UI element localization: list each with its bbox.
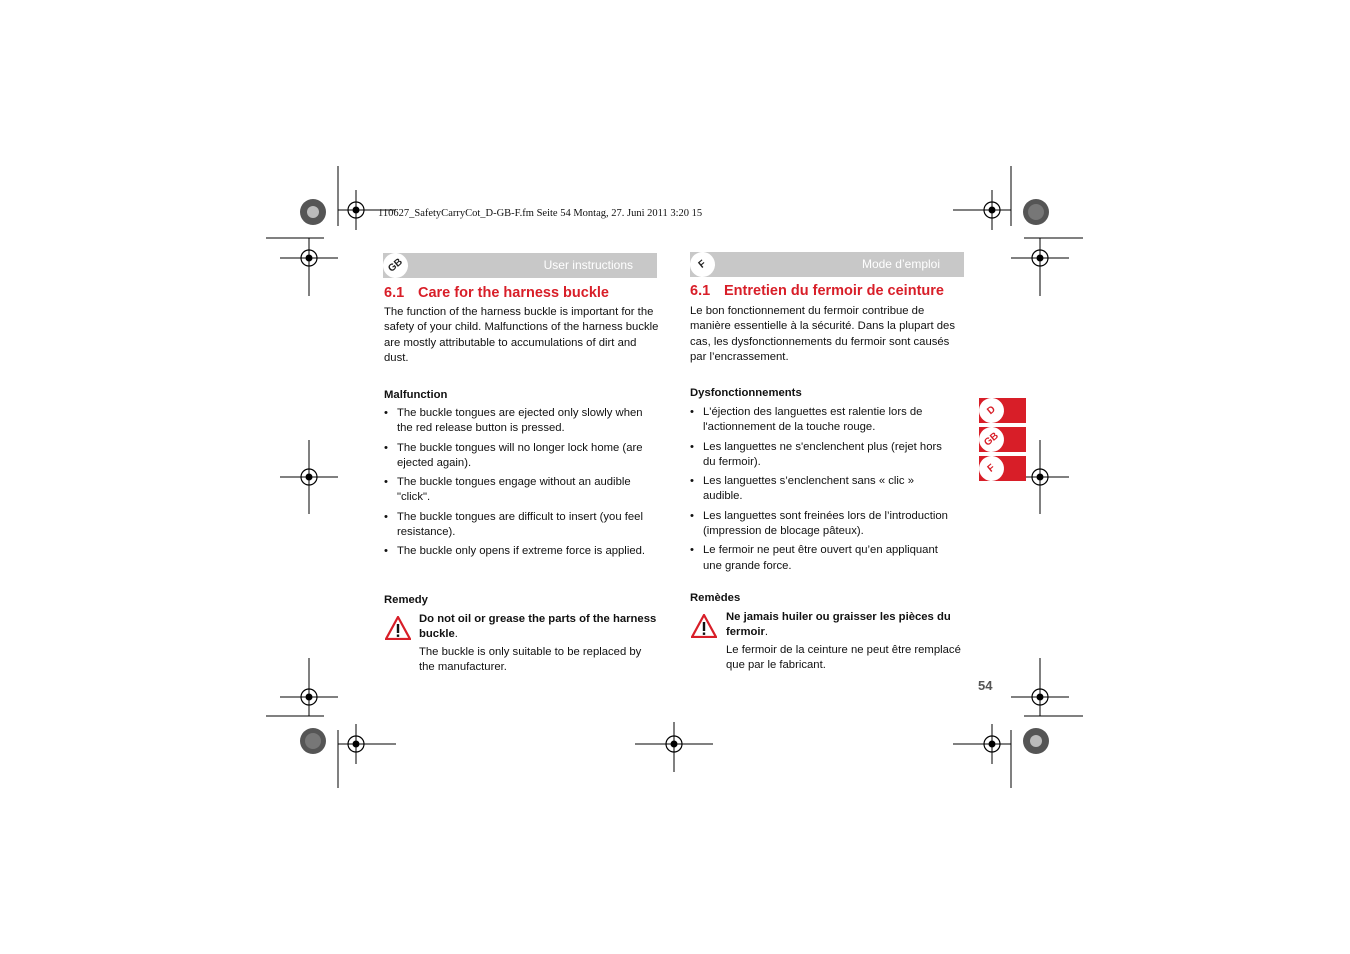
warning-bold: Ne jamais huiler ou graisser les pièces du fermoir xyxy=(726,611,951,639)
language-tab-d xyxy=(979,398,1026,423)
warning-note-f: Le fermoir de la ceinture ne peut être remplacé que par le fabricant. xyxy=(726,644,961,672)
list-item: • The buckle tongues engage without an audible "click". xyxy=(384,475,649,506)
list-item: • The buckle tongues are difficult to insert (you feel resistance). xyxy=(384,510,649,541)
list-item: • Les languettes ne s'enclenchent plus (rejet hors du fermoir). xyxy=(690,440,955,471)
remedy-heading-f: Remèdes xyxy=(690,592,741,604)
list-item: • Les languettes sont freinées lors de l’introduction (impression de blocage pâteux). xyxy=(690,509,955,540)
file-header: 110627_SafetyCarryCot_D-GB-F.fm Seite 54 Montag, 27. Juni 2011 3:20 15 xyxy=(378,208,703,219)
bar-title-f: Mode d’emploi xyxy=(861,257,940,271)
language-tab-label: GB xyxy=(974,422,1009,457)
section-heading-gb xyxy=(384,285,609,301)
warning-note-gb: The buckle is only suitable to be replaced by the manufacturer. xyxy=(419,646,642,674)
malfunction-heading-f: Dysfonctionnements xyxy=(690,387,802,399)
language-tab-label: F xyxy=(974,451,1009,486)
remedy-heading-gb: Remedy xyxy=(384,594,428,606)
malfunction-list-f xyxy=(690,405,955,578)
section-heading-f xyxy=(690,283,944,299)
language-tab-label: D xyxy=(974,393,1009,428)
language-tab-gb xyxy=(979,427,1026,452)
warning-icon xyxy=(691,614,717,638)
language-badge-f: F xyxy=(685,247,720,282)
list-item: • Le fermoir ne peut être ouvert qu’en appliquant une grande force. xyxy=(690,543,955,574)
section-title: Entretien du fermoir de ceinture xyxy=(724,283,944,299)
warning-end: . xyxy=(764,626,769,639)
list-item: • Les languettes s’enclenchent sans « clic » audible. xyxy=(690,474,955,505)
section-number: 6.1 xyxy=(690,283,711,299)
warning-text-gb xyxy=(419,612,659,643)
warning-text-f xyxy=(726,610,966,641)
language-tab-f xyxy=(979,456,1026,481)
warning-end: . xyxy=(454,628,458,641)
warning-icon xyxy=(385,616,411,640)
bar-title-gb: User instructions xyxy=(543,258,633,272)
language-badge-gb: GB xyxy=(378,248,413,283)
intro-paragraph-gb: The function of the harness buckle is important for the safety of your child. Malfunctions of the harness buckle are mostly attributable to accumulations of dirt and dust. xyxy=(384,306,659,364)
section-number: 6.1 xyxy=(384,285,405,301)
intro-paragraph-f: Le bon fonctionnement du fermoir contribue de manière essentielle à la sécurité. Dans la plupart des cas, les dysfonctionnements du fermoir sont causés par l’encrassement. xyxy=(690,305,955,363)
list-item: • The buckle tongues will no longer lock home (are ejected again). xyxy=(384,441,649,472)
list-item: • The buckle tongues are ejected only slowly when the red release button is pressed. xyxy=(384,406,649,437)
section-title: Care for the harness buckle xyxy=(418,285,609,301)
malfunction-list-gb xyxy=(384,406,649,564)
list-item: • L'éjection des languettes est ralentie lors de l'actionnement de la touche rouge. xyxy=(690,405,955,436)
warning-bold: Do not oil or grease the parts of the harness buckle xyxy=(419,613,657,641)
malfunction-heading-gb: Malfunction xyxy=(384,389,448,401)
page-number: 54 xyxy=(978,678,993,693)
section-bar-gb xyxy=(383,253,657,278)
section-bar-f xyxy=(690,252,964,277)
list-item: • The buckle only opens if extreme force is applied. xyxy=(384,544,649,559)
